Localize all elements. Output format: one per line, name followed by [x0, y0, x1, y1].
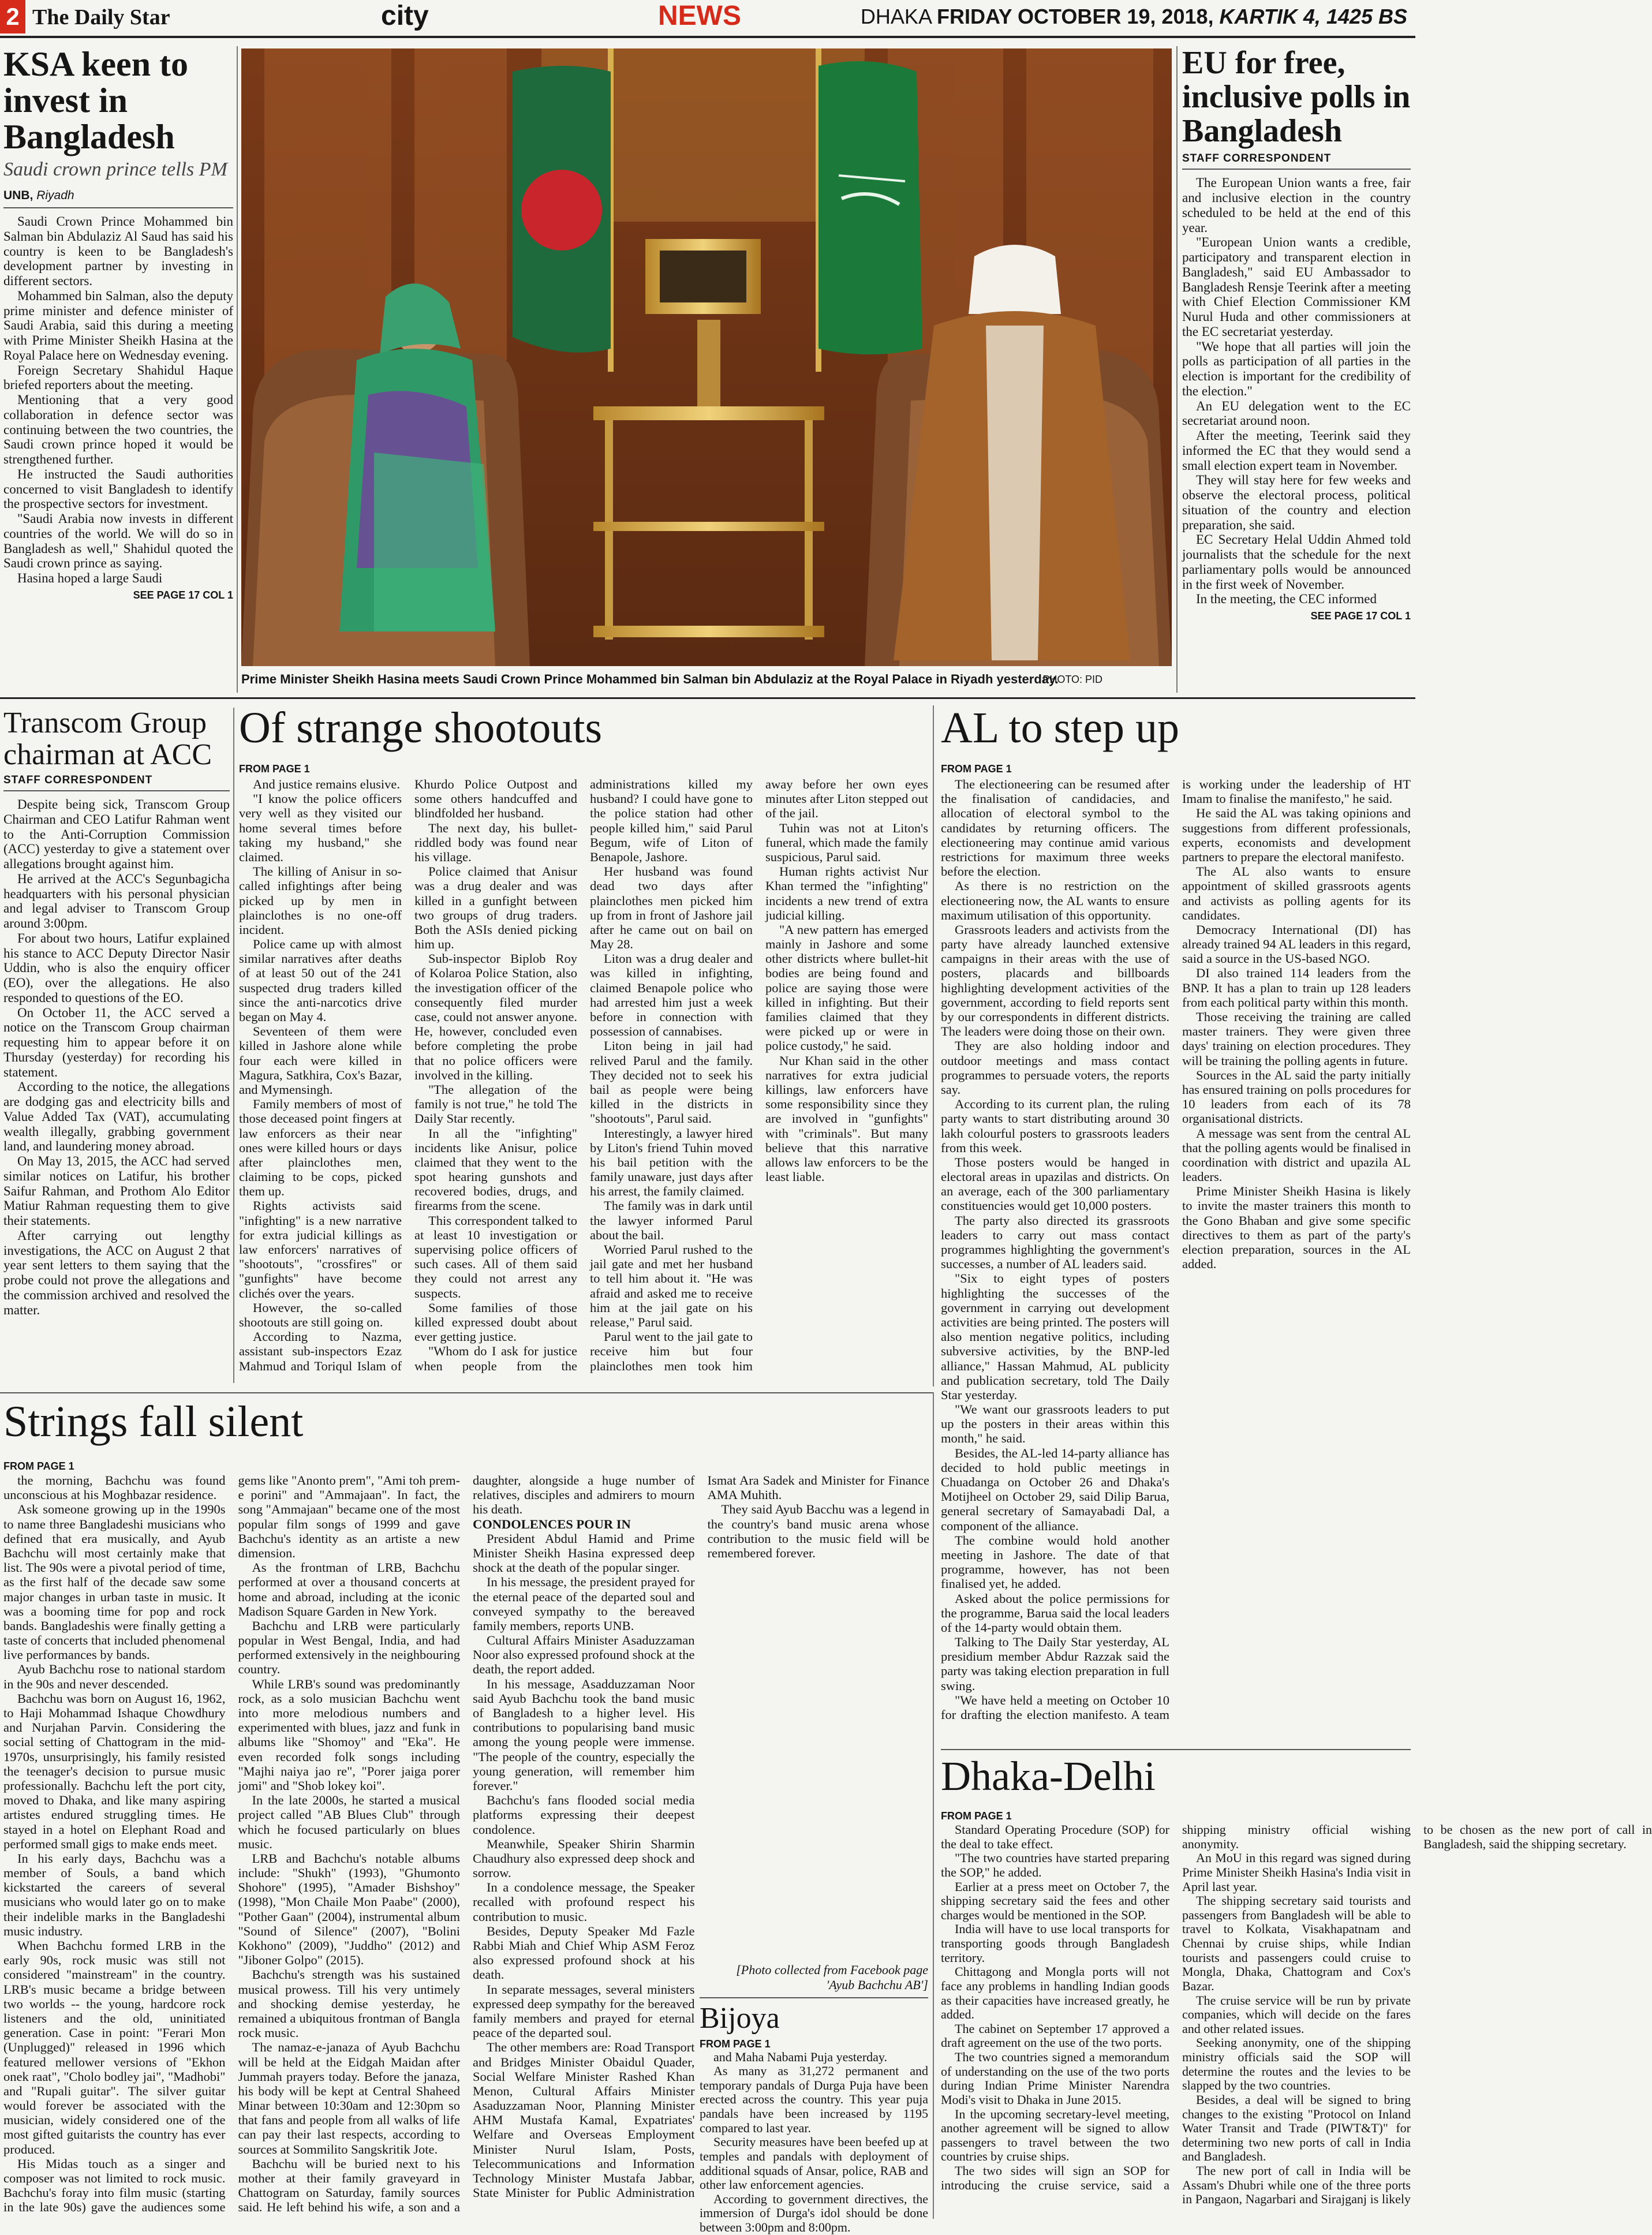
headline-dhaka-delhi[interactable]: Dhaka-Delhi: [941, 1753, 1156, 1799]
paragraph: The two countries signed a memorandum of understanding on the use of the two ports during Indian Prime Minister Narendra Modi's visit to Dhaka in June 2015.: [941, 2050, 1169, 2107]
paragraph: "We have held a meeting on October 10 for drafting the election manifesto. A team is working under the leadership of HT Imam to finalise the manifesto," he said.: [941, 777, 1411, 1722]
paragraph: The cruise service will be run by private companies, which will decide on the fares and other related issues.: [1182, 1993, 1411, 2036]
paragraph: Nur Khan said in the other narratives for extra judicial killings, law enforcers have some responsibility since they are involved in "gunfights" with "criminals". But many believe that this narrative allows law enforcers to be the least liable.: [765, 1053, 928, 1184]
paragraph: President Abdul Hamid and Prime Minister Sheikh Hasina expressed deep shock at the death of the popular singer.: [473, 1531, 695, 1575]
photo-credit: PHOTO: PID: [1042, 674, 1102, 685]
paragraph: Liton being in jail had relived Parul and the family. They decided not to seek his bail as people were being killed in the districts in "shootouts", Parul said.: [590, 1038, 753, 1126]
paragraph: According to government directives, the immersion of Durga's idol should be done between 3:00pm and 8:00pm.: [700, 2191, 928, 2235]
paragraph: The European Union wants a free, fair and inclusive election in the country scheduled to be held at the end of this year.: [1182, 175, 1411, 235]
dateline: [861, 5, 1407, 29]
paragraph: They will stay here for few weeks and observe the electoral process, political situation of the country and election preparation, she said.: [1182, 473, 1411, 532]
headline-ksa[interactable]: KSA keen to invest in Bangladesh: [3, 45, 189, 156]
paragraph: The namaz-e-janaza of Ayub Bachchu will be held at the Eidgah Maidan after Jummah prayers today. Before the janaza, his body will be kept at Central Shaheed Minar between 10:30am and 12:30pm so that fans and people from all walks of life can pay their last respects, according to sources at Sommilito Sangskritik Jote.: [238, 2040, 460, 2156]
paragraph: "A new pattern has emerged mainly in Jashore and some other districts where bullet-hit bodies are being found and police are saying those were killed in infighting. But their families claimed that they were picked up or were in police custody," he said.: [765, 922, 928, 1053]
photo-credit-line1: [Photo collected from Facebook page: [736, 1963, 928, 1977]
bangladesh-flag: [513, 48, 611, 372]
paragraph: On October 11, the ACC served a notice on the Transcom Group chairman requesting him to appear before it on Thursday (yesterday) for recording his statement.: [3, 1005, 230, 1079]
divider: [3, 790, 230, 791]
paragraph: Foreign Secretary Shahidul Haque briefed reporters about the meeting.: [3, 362, 233, 393]
paragraph: According to its current plan, the ruling party wants to start distributing around 30 lakh colourful posters to grassroots leaders from this week.: [941, 1097, 1169, 1155]
paragraph: DI also trained 114 leaders from the BNP. It has a plan to train up 128 leaders from each political party within this month.: [1182, 966, 1411, 1010]
headline-bijoya[interactable]: Bijoya: [700, 2002, 780, 2035]
paragraph: For about two hours, Latifur explained his stance to ACC Deputy Director Nasir Uddin, who is also the enquiry officer (EO), over the allegations. He also responded to questions of the EO.: [3, 930, 230, 1005]
column-rule: [1176, 46, 1178, 693]
paragraph: In the upcoming secretary-level meeting, another agreement will be signed to allow passengers to travel between the two countries by cruise ships.: [941, 2106, 1169, 2164]
divider: [3, 207, 233, 208]
byline-eu: STAFF CORRESPONDENT: [1182, 152, 1332, 165]
paragraph: Earlier at a press meet on October 7, the shipping secretary said the fees and other charges would be mentioned in the SOP.: [941, 1879, 1169, 1922]
article-body-bijoya: [700, 2050, 928, 2235]
article-al: [941, 705, 1411, 1744]
paragraph: Mohammed bin Salman, also the deputy prime minister and defence minister of Saudi Arabia, said this during a meeting with Prime Minister Sheikh Hasina at the Royal Palace here on Wednesday evening.: [3, 288, 233, 362]
paragraph: In the meeting, the CEC informed: [1196, 592, 1377, 607]
headline-shootouts[interactable]: Of strange shootouts: [239, 704, 603, 752]
paragraph: Rights activists said "infighting" is a new narrative for extra judicial killings as law enforcers' narratives of "shootouts", "crossfires" or "gunfights" have become clichés over the years.: [239, 1198, 402, 1300]
paragraph: Human rights activist Nur Khan termed the "infighting" incidents a new trend of extra judicial killing.: [765, 864, 928, 922]
paragraph: When Bachchu formed LRB in the early 90s, rock music was still not considered "mainstream" in the country. LRB's music became a bridge between two worlds -- the young, hardcore rock listeners and the old, uninitiated generation. Case in point: "Ferari Mon (Unplugged)" released in 1996 which featured mellower versions of "Ekhon onek raat", "Cholo bodley jai", "Madhobi" and "Rupali guitar". The silver guitar would forever be associated with the musician, widely considered one of the most gifted guitarists the country has ever produced.: [3, 1938, 226, 2156]
headline-strings[interactable]: Strings fall silent: [3, 1397, 304, 1446]
paragraph: The combine would hold another meeting in Jashore. The date of that programme, however, has not been finalised yet, he added.: [941, 1533, 1169, 1591]
paragraph: Meanwhile, Speaker Shirin Sharmin Chaudhury also expressed deep shock and sorrow.: [473, 1836, 695, 1881]
paragraph: Prime Minister Sheikh Hasina is likely to invite the master trainers this month to the Gono Bhaban and give some specific directives to them as part of the party's election preparation, sources in the AL added.: [1182, 1184, 1411, 1272]
paragraph: Her husband was found dead two days after plainclothes men picked him up from in front of Jashore jail after he came out on bail on May 28.: [590, 864, 753, 952]
paragraph: Seventeen of them were killed in Jashore alone while four each were killed in Magura, Satkhira, Cox's Bazar, and Mymensingh.: [239, 1024, 402, 1097]
paragraph: "We want our grassroots leaders to put up the posters in their areas within this month," he said.: [941, 1402, 1169, 1446]
paragraph: Mentioning that a very good collaboration in defence sector was continuing between the two countries, the Saudi crown prince hoped it would be strengthened further.: [3, 393, 233, 466]
paragraph: Besides, the AL-led 14-party alliance has decided to hold public meetings in Chuadanga on October 26 and Dhaka's Motijheel on October 29, said Dilip Barua, general secretary of Samayabadi Dal, a component of the alliance.: [941, 1445, 1169, 1533]
column-rule: [233, 708, 234, 1383]
paragraph: "Saudi Arabia now invests in different countries of the world. We will do so in Bangladesh as well," Shahidul quoted the Saudi crown prince as saying.: [3, 511, 233, 571]
paragraph: Saudi Crown Prince Mohammed bin Salman bin Abdulaziz Al Saud has said his country is keen to be Bangladesh's development partner by investing in different sectors.: [3, 214, 233, 288]
paragraph: According to the notice, the allegations are dodging gas and electricity bills and Value Added Tax (VAT), accumulating wealth illegally, grabbing government land, and laundering money abroad.: [3, 1079, 230, 1154]
paragraph: Cultural Affairs Minister Asaduzzaman Noor also expressed profound shock at the death, the report added.: [473, 1633, 695, 1677]
paragraph: Hasina hoped a large Saudi: [17, 571, 163, 585]
paragraph: Sub-inspector Biplob Roy of Kolaroa Police Station, also the investigation officer of the consequently filed murder case, could not answer anyone. He, however, concluded even before completing the probe that no police officers were involved in the killing.: [414, 951, 577, 1082]
paragraph: Tuhin was not at Liton's funeral, which made the family suspicious, Parul said.: [765, 820, 928, 864]
paragraph: "We hope that all parties will join the polls as participation of all parties in the election is important for the credibility of the election.": [1182, 339, 1411, 398]
paragraph: the morning, Bachchu was found unconscious at his Moghbazar residence.: [3, 1473, 226, 1503]
paragraph: In a condolence message, the Speaker recalled with profound respect his contribution to music.: [473, 1880, 695, 1924]
column-rule: [933, 1392, 934, 2219]
from-page-bijoya: FROM PAGE 1: [700, 2038, 771, 2050]
headline-al[interactable]: AL to step up: [941, 704, 1180, 752]
paragraph: Talking to The Daily Star yesterday, AL presidium member Abdur Razzak said the party was taking election preparation in full swing.: [941, 1635, 1169, 1693]
paragraph: They said Ayub Bacchu was a legend in the country's band music arena whose contribution to the music field will be remembered forever.: [707, 1502, 929, 1560]
article-transcom: [3, 708, 230, 1389]
date-main: FRIDAY OCTOBER 19, 2018,: [936, 5, 1214, 28]
byline-ksa: [3, 189, 233, 203]
date-city: DHAKA: [860, 5, 931, 28]
paragraph: A message was sent from the central AL that the polling agents would be finalised in coordination with district and upazila AL leaders.: [1182, 1126, 1411, 1184]
paragraph: Family members of most of those deceased point fingers at law enforcers as their near ones were killed hours or days after plainclothes men, claiming to be cops, picked them up.: [239, 1097, 402, 1199]
paragraph: The next day, his bullet-riddled body was found near his village.: [414, 820, 577, 864]
paragraph: The killing of Anisur in so-called infightings after being picked up by men in plainclothes is no one-off incident.: [239, 864, 402, 937]
paragraph: Bachchu and LRB were particularly popular in West Bengal, India, and had performed extensively in the neighbouring country.: [238, 1618, 460, 1677]
paragraph: Those receiving the training are called master trainers. They were given three days' training on election procedures. They will be training the polling agents in future.: [1182, 1010, 1411, 1068]
article-body-eu: [1182, 175, 1411, 607]
paragraph: Liton was a drug dealer and was killed in infighting, claimed Benapole police who had arrested him just a week before in connection with possession of cannabises.: [590, 951, 753, 1039]
caption-text: Prime Minister Sheikh Hasina meets Saudi Crown Prince Mohammed bin Salman bin Abdulaziz at the Royal Palace in Riyadh yesterday.: [241, 672, 1059, 686]
headline-eu[interactable]: EU for free, inclusive polls in Bangladesh: [1182, 45, 1411, 149]
section-label-news: NEWS: [658, 1, 741, 31]
see-page-ksa[interactable]: SEE PAGE 17 COL 1: [133, 589, 233, 601]
paragraph: "I know the police officers very well as they visited our home several times before taking my husband," she claimed.: [239, 791, 402, 864]
paragraph: He said the AL was taking opinions and suggestions from different professionals, experts, economists and development partners to prepare the electoral manifesto.: [1182, 806, 1411, 864]
column-rule: [237, 46, 238, 693]
paragraph: Bachchu's fans flooded social media platforms expressing their deepest condolence.: [473, 1793, 695, 1837]
paragraph: Grassroots leaders and activists from the party have already launched extensive campaigns in their areas with the use of posters, placards and billboards highlighting development activities of the government, according to field reports sent by our correspondents in different districts. The leaders were doing those on their own.: [941, 922, 1169, 1039]
paragraph: The new port of call in India will be Assam's Dhubri while one of the three ports in Pangaon, Nagarbari and Sirajganj is likely to be chosen as the new port of call in Bangladesh, said the shipping secretary.: [1182, 1822, 1652, 2207]
paragraph: Chittagong and Mongla ports will not face any problems in handling Indian goods as their capacities have increased greatly, he added.: [941, 1964, 1169, 2022]
paragraph: Asked about the police permissions for the programme, Barua said the local leaders of the 14-party would obtain them.: [941, 1591, 1169, 1635]
paragraph: Sources in the AL said the party initially has ensured training on polls procedures for 10 leaders from each of its 78 organisational districts.: [1182, 1067, 1411, 1126]
article-body-shootouts: [239, 777, 928, 1383]
from-page-shootouts: FROM PAGE 1: [239, 763, 310, 775]
paragraph: As there is no restriction on the electioneering now, the AL wants to ensure maximum utilisation of this opportunity.: [941, 879, 1169, 922]
paragraph: An MoU in this regard was signed during Prime Minister Sheikh Hasina's India visit in April last year.: [1182, 1851, 1411, 1894]
paragraph: The two sides will sign an SOP for introducing the cruise service, said a shipping ministry official wishing anonymity.: [941, 1822, 1411, 2192]
paragraph: Some families of those killed expressed doubt about ever getting justice.: [414, 1300, 577, 1344]
paragraph: In his early days, Bachchu was a member of Souls, a band which kickstarted the careers of several musicians who would later go on to make their indelible marks in the Bangladeshi music industry.: [3, 1851, 226, 1938]
paragraph: Ask someone growing up in the 1990s to name three Bangladeshi musicians who defined that era musically, and Ayub Bachchu will most certainly make that list. The 90s were a pivotal period of time, as the first half of the decade saw some major changes in urban taste in music. It was a booming time for pop and rock bands. Bangladeshis were finally getting a taste of concerts that included phenomenal live performances by bands.: [3, 1502, 226, 1662]
paragraph: In his message, Asadduzzaman Noor said Ayub Bachchu took the band music of Bangladesh to a higher level. His contributions to popularising band music among the young people were immense. "The people of the country, especially the young generation, will remember him forever.": [473, 1676, 695, 1793]
paragraph: Bachchu will be buried next to his mother at their family graveyard in Chattogram on Saturday, family sources said. He left behind his wife, a son and a daughter, alongside a huge number of relatives, disciples and admirers to mourn his death.: [238, 1473, 695, 2215]
from-page-strings: FROM PAGE 1: [3, 1460, 74, 1472]
paragraph: Seeking anonymity, one of the shipping ministry officials said the SOP will determine the routes and the levies to be slapped by the two countries.: [1182, 2035, 1411, 2093]
article-ksa: [3, 46, 233, 693]
photo-caption: [241, 667, 1172, 692]
divider: [1182, 169, 1411, 170]
paragraph: On May 13, 2015, the ACC had served similar notices on Latifur, his brother Saifur Rahman, and Prothom Alo Editor Matiur Rahman requesting them to give their statements.: [3, 1154, 230, 1228]
paragraph: Besides, Deputy Speaker Md Fazle Rabbi Miah and Chief Whip ASM Feroz also expressed profound shock at his death.: [473, 1923, 695, 1982]
paragraph: After carrying out lengthy investigations, the ACC on August 2 that year sent letters to them saying that the probe could not prove the allegations and the commission archived and resolved the matter.: [3, 1228, 230, 1317]
paragraph: "Six to eight types of posters highlighting the successes of the government in carrying out development activities are being printed. The posters will also mention negative politics, including subversive activities, by the BNP-led alliance," Hassan Mahmud, AL publicity and publication secretary, told The Daily Star yesterday.: [941, 1271, 1169, 1402]
date-bengali: KARTIK 4, 1425 BS: [1219, 5, 1407, 28]
paragraph: In his message, the president prayed for the eternal peace of the departed soul and conveyed sympathy to the bereaved family members, reports UNB.: [473, 1575, 695, 1633]
lead-photo: [241, 48, 1172, 666]
paragraph: As many as 31,272 permanent and temporary pandals of Durga Puja have been erected across the country. This year puja pandals have been increased by 1195 compared to last year.: [700, 2064, 928, 2135]
paragraph: and Maha Nabami Puja yesterday.: [713, 2049, 887, 2064]
paragraph: Those posters would be hanged in electoral areas in upazilas and districts. On an average, each of the 300 parliamentary constituencies would get 10,000 posters.: [941, 1154, 1169, 1213]
see-page-eu[interactable]: SEE PAGE 17 COL 1: [1310, 610, 1411, 622]
divider: [700, 1997, 928, 1998]
paragraph: According to Nazma, assistant sub-inspectors Ezaz Mahmud and Toriqul Islam of Khurdo Police Outpost and some others handcuffed and blindfolded her husband.: [239, 777, 577, 1373]
paragraph: "European Union wants a credible, participatory and transparent election in Bangladesh," said EU Ambassador to Bangladesh Rensje Teerink after a meeting with Chief Election Commissioner KM Nurul Huda and other commissioners at the EC secretariat yesterday.: [1182, 235, 1411, 339]
section-divider: [0, 1392, 933, 1393]
paragraph: LRB and Bachchu's notable albums include: "Shukh" (1993), "Ghumonto Shohore" (1995), "Amader Bishshoy" (1998), "Mon Chaile Mon Paabe" (2000), "Pother Gaan" (2004), instrumental album "Sound of Silence" (2007), "Bolini Kokhono" (2009), "Juddho" (2012) and "Jiboner Golpo" (2015).: [238, 1851, 460, 1968]
paragraph: While LRB's sound was predominantly rock, as a solo musician Bachchu went into more melodious numbers and experimented with blues, jazz and funk in albums like "Shomoy" and "Eka". He even recorded folk songs including "Majhi naiya jao re", "Porer jaiga porer jomi" and "Shob lokey koi".: [238, 1676, 460, 1793]
paragraph: Police claimed that Anisur was a drug dealer and was killed in a gunfight between two groups of drug traders. Both the ASIs denied picking him up.: [414, 864, 577, 952]
paragraph: "The two countries have started preparing the SOP," he added.: [941, 1851, 1169, 1879]
paragraph: Interestingly, a lawyer hired by Liton's friend Tuhin moved his bail petition with the family unaware, just days after his arrest, the family claimed.: [590, 1126, 753, 1199]
article-body-dhaka-delhi: [941, 1822, 1652, 2218]
paragraph: Besides, a deal will be signed to bring changes to the existing "Protocol on Inland Water Transit and Trade (PIWT&T)" for determining two new ports of call in India and Bangladesh.: [1182, 2092, 1411, 2164]
section-divider: [941, 1749, 1411, 1750]
article-body-transcom: [3, 797, 230, 1317]
paragraph: Standard Operating Procedure (SOP) for the deal to take effect.: [941, 1822, 1169, 1851]
paragraph: The electioneering can be resumed after the finalisation of candidacies, and allocation of electoral symbol to the candidates by returning officers. The electioneering may continue amid various restrictions for maximum three weeks before the election.: [941, 777, 1169, 879]
from-page-dhaka-delhi: FROM PAGE 1: [941, 1810, 1012, 1822]
paragraph: Parul went to the jail gate to receive him but four plainclothes men took him away before her own eyes minutes after Liton stepped out of the jail.: [590, 777, 928, 1373]
paragraph: His Midas touch as a singer and composer was not limited to rock music. Bachchu's foray into film music (starting in the late 90s) gave the audiences some gems like "Anonto prem", "Ami toh prem-e porini" and "Ammajaan". In fact, the song "Ammajaan" became one of the most popular film songs of 1999 and gave Bachchu's identity as an artiste a new dimension.: [3, 1473, 461, 2215]
paragraph: Despite being sick, Transcom Group Chairman and CEO Latifur Rahman went to the Anti-Corruption Commission (ACC) yesterday to give a statement over allegations brought against him.: [3, 797, 230, 872]
paragraph: And justice remains elusive.: [253, 777, 400, 791]
paragraph: Bachchu was born on August 16, 1962, to Haji Mohammad Ishaque Chowdhury and Nurjahan Parvin. Considering the social setting of Chattogram in the mid-1970s, unsurprisingly, his family resisted the teenager's decision to pursue music professionally. Bachchu left the port city, moved to Dhaka, and like many aspiring artistes endured struggling times. He stayed in a hotel on Elephant Road and performed small gigs to make ends meet.: [3, 1691, 226, 1851]
from-page-al: FROM PAGE 1: [941, 763, 1012, 775]
paragraph: The party also directed its grassroots leaders to carry out mass contact programmes highlighting the government's successes, a number of AL leaders said.: [941, 1213, 1169, 1272]
paragraph: CONDOLENCES POUR IN: [473, 1516, 631, 1531]
paragraph: In separate messages, several ministers expressed deep sympathy for the bereaved family members and prayed for eternal peace of the departed soul.: [473, 1982, 695, 2040]
page-number: 2: [0, 0, 25, 33]
article-dhaka-delhi: [941, 1753, 1652, 2219]
paragraph: Security measures have been beefed up at temples and pandals with deployment of additional squads of Ansar, police, RAB and other law enforcement agencies.: [700, 2135, 928, 2192]
paragraph: The shipping secretary said tourists and passengers from Bangladesh will be able to travel to Kolkata, Visakhapatnam and Chennai by cruise ships, while Indian tourists and passengers could cruise to Mongla, Dhaka, Chattogram and Cox's Bazar.: [1182, 1893, 1411, 1993]
paragraph: Democracy International (DI) has already trained 94 AL leaders in this regard, said a source in the US-based NGO.: [1182, 922, 1411, 966]
paragraph: "The allegation of the family is not true," he told The Daily Star recently.: [414, 1082, 577, 1126]
paragraph: Bachchu's strength was his sustained musical prowess. Till his very untimely and shocking demise yesterday, he remained a ubiquitous frontman of Bangla rock music.: [238, 1967, 460, 2040]
article-body-ksa: [3, 214, 233, 586]
photo-illustration: [241, 48, 1172, 666]
photo-credit-line2: 'Ayub Bachchu AB']: [826, 1978, 928, 1992]
section-label-city: city: [381, 1, 429, 31]
article-body-al: [941, 777, 1411, 1735]
article-shootouts: [239, 705, 928, 1386]
paragraph: Police came up with almost similar narratives after deaths of at least 50 out of the 241 suspected drug traders killed since the anti-narcotics drive began on May 4.: [239, 937, 402, 1024]
saudi-flag: [818, 48, 922, 372]
paragraph: In all the "infighting" incidents like Anisur, police claimed that they went to the spot hearing gunshots and recovered bodies, drugs, and firearms from the scene.: [414, 1126, 577, 1213]
byline-transcom: STAFF CORRESPONDENT: [3, 774, 153, 787]
byline-place: Riyadh: [36, 189, 74, 202]
paragraph: This correspondent talked to at least 10 investigation or supervising police officers of such cases. All of them said they could not arrest any suspects.: [414, 1213, 577, 1300]
paragraph: As the frontman of LRB, Bachchu performed at over a thousand concerts at home and abroad, including at the iconic Madison Square Garden in New York.: [238, 1560, 460, 1619]
paragraph: The other members are: Road Transport and Bridges Minister Obaidul Quader, Social Welfare Minister Rashed Khan Menon, Cultural Affairs Minister Asaduzzaman Noor, Planning Minister AHM Mustafa Kamal, Expatriates' Welfare and Overseas Employment Minister Nurul Islam, Posts, Telecommunications and Information Technology Minister Mustafa Jabbar, State Minister for Public Administration Ismat Ara Sadek and Minister for Finance AMA Muhith.: [473, 1473, 929, 2200]
paragraph: An EU delegation went to the EC secretariat around noon.: [1182, 398, 1411, 428]
paragraph: After the meeting, Teerink said they informed the EC that they would send a small election expert team in November.: [1182, 428, 1411, 473]
byline-source: UNB,: [3, 189, 33, 202]
article-eu: [1182, 46, 1411, 693]
paragraph: India will have to use local transports for transporting goods through Bangladesh territory.: [941, 1922, 1169, 1965]
paragraph: The AL also wants to ensure appointment of skilled grassroots agents and activists as polling agents for its candidates.: [1182, 864, 1411, 922]
section-divider: [0, 697, 1415, 699]
logo[interactable]: The Daily Star: [32, 5, 170, 29]
headline-transcom[interactable]: Transcom Group chairman at ACC: [3, 707, 212, 771]
article-bijoya: [700, 1963, 928, 2235]
paragraph: EC Secretary Helal Uddin Ahmed told journalists that the schedule for the next parliamentary polls would be announced in the first week of November.: [1182, 532, 1411, 592]
paragraph: He arrived at the ACC's Segunbagicha headquarters with his personal physician and legal adviser to Transcom Group around 3:00pm.: [3, 871, 230, 931]
column-rule: [933, 705, 934, 1386]
paragraph: "Whom do I ask for justice when people from the administrations killed my husband? I could have gone to the police station had other people killed him," said Parul Begum, wife of Liton of Benapole, Jashore.: [414, 777, 753, 1373]
paragraph: He instructed the Saudi authorities concerned to visit Bangladesh to identify the prospective sectors for investment.: [3, 466, 233, 511]
paragraph: The family was in dark until the lawyer informed Parul about the bail.: [590, 1198, 753, 1242]
paragraph: They are also holding indoor and outdoor meetings and mass contact programmes to persuade voters, the reports say.: [941, 1038, 1169, 1097]
paragraph: In the late 2000s, he started a musical project called "AB Blues Club" through which he focused particularly on blues music.: [238, 1793, 460, 1851]
masthead: [0, 0, 1415, 38]
paragraph: Ayub Bachchu rose to national stardom in the 90s and never descended.: [3, 1662, 226, 1691]
kicker-ksa: Saudi crown prince tells PM: [3, 159, 227, 180]
photo-credit-strings: [700, 1963, 928, 1993]
paragraph: Worried Parul rushed to the jail gate and met her husband to tell him about it. "He was afraid and asked me to receive him at the jail gate on his release," Parul said.: [590, 1242, 753, 1329]
paragraph: The cabinet on September 17 approved a draft agreement on the use of the two ports.: [941, 2021, 1169, 2050]
paragraph: However, the so-called shootouts are still going on.: [239, 1300, 402, 1329]
